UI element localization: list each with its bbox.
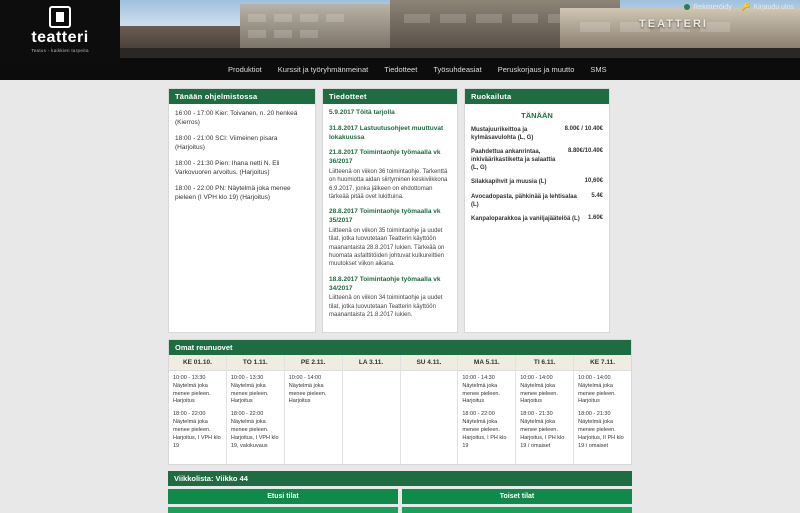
menu-row bbox=[471, 215, 603, 223]
menu-item-price: 8.80€/10.40€ bbox=[567, 148, 603, 155]
news-item-title: 31.8.2017 Lastuutusohjeet muuttuvat lokakuussa bbox=[329, 124, 444, 141]
day-column bbox=[574, 355, 631, 465]
venue-right-label[interactable]: Toiset tilat bbox=[402, 489, 632, 504]
hero-ground bbox=[0, 48, 800, 58]
news-item[interactable] bbox=[329, 276, 451, 320]
menu-item-label: Silakkapihvit ja muusia (L) bbox=[471, 179, 547, 186]
today-schedule-card bbox=[168, 88, 316, 333]
menu-item-price: 1.60€ bbox=[587, 214, 603, 221]
lunch-menu-subtitle: TÄNÄÄN bbox=[521, 111, 553, 120]
day-events bbox=[285, 371, 342, 457]
day-event[interactable]: 18:00 - 22:00 Näytelmä joka menee pieleen. Harjoitus, I PH klo 19 bbox=[462, 411, 507, 450]
menu-item-price: 10,60€ bbox=[584, 178, 603, 185]
menu-item-label: Avocadopasta, pähkinää ja lehtisalaa (L) bbox=[471, 193, 577, 208]
lunch-menu-card bbox=[464, 88, 610, 333]
day-column bbox=[458, 355, 516, 465]
news-item-title: 21.8.2017 Toimintaohje työmaalla vk 36/2017 bbox=[329, 149, 441, 166]
nav-item-tyosuhdeasiat[interactable]: Työsuhdeasiat bbox=[433, 64, 482, 74]
day-column bbox=[169, 355, 227, 465]
news-item-title: 28.8.2017 Toimintaohje työmaalla vk 35/2017 bbox=[329, 208, 441, 225]
schedule-line: 18:00 - 22:00 PN: Näytelmä joka menee pieleen (I VPH klo 19) (Harjoitus) bbox=[175, 184, 291, 201]
venue-left-label[interactable]: Etusi tilat bbox=[168, 489, 398, 504]
news-item-body: Liitteenä on viikon 34 toimintaohje ja uudet tilat, jotka luovutetaan Teatterin käyttöön maanantaista 21.8.2017 lukien. bbox=[329, 295, 443, 319]
day-events bbox=[227, 371, 284, 465]
nav-item-tiedotteet[interactable]: Tiedotteet bbox=[384, 64, 418, 74]
day-events bbox=[458, 371, 515, 465]
day-event[interactable]: 18:00 - 21:30 Näytelmä joka menee pieleen. Harjoitus, II PH klo 19 / omaiset bbox=[578, 411, 624, 450]
menu-row bbox=[471, 126, 603, 142]
logo-name: teatteri bbox=[31, 28, 89, 46]
nav-item-kurssit[interactable]: Kurssit ja työryhmänmeinat bbox=[277, 64, 369, 74]
news-card-body bbox=[323, 104, 457, 332]
menu-item-label: Mustajuurikeittoa ja kylmäsavulohta (L, G) bbox=[471, 127, 534, 142]
day-event[interactable]: 10:00 - 14:30 Näytelmä joka menee pieleen. Harjoitus bbox=[462, 374, 500, 405]
day-events bbox=[169, 371, 226, 465]
day-event[interactable]: 18:00 - 21:30 Näytelmä joka menee pieleen. Harjoitus, I PH klo 19 / omaiset bbox=[520, 411, 565, 450]
today-schedule-title: Tänään ohjelmistossa bbox=[169, 89, 315, 104]
theatre-mask-icon bbox=[49, 6, 71, 28]
news-item-title: 5.9.2017 Töitä tarjolla bbox=[329, 109, 395, 116]
news-card bbox=[322, 88, 458, 333]
day-event[interactable]: 10:00 - 14:00 Näytelmä joka menee pieleen. Harjoitus bbox=[288, 374, 327, 405]
day-header: PE 2.11. bbox=[285, 355, 342, 371]
day-event[interactable]: 10:00 - 13:30 Näytelmä joka menee pieleen. Harjoitus bbox=[173, 374, 211, 405]
nav-item-produktiot[interactable]: Produktiot bbox=[228, 64, 262, 74]
schedule-line: 16:00 - 17:00 Kier: Toivanen, n. 20 henkeä (Kierros) bbox=[175, 110, 298, 127]
day-event[interactable]: 10:00 - 14:00 Näytelmä joka menee pieleen. Harjoitus bbox=[520, 374, 558, 405]
week-calendar bbox=[168, 339, 632, 466]
lunch-menu-body bbox=[465, 104, 609, 234]
day-header: KE 01.10. bbox=[169, 355, 226, 371]
day-column bbox=[343, 355, 401, 465]
main-navigation bbox=[0, 58, 800, 80]
menu-item-price: 5.4€ bbox=[591, 192, 603, 199]
day-header: MA 5.11. bbox=[458, 355, 515, 371]
news-item[interactable] bbox=[329, 125, 451, 143]
menu-item-price: 8.00€ / 10.40€ bbox=[564, 126, 603, 132]
menu-item-label: Paahdettua ankanrintaa, inkiväärikastiketta ja salaattia (L, G) bbox=[471, 149, 556, 172]
day-header: TO 1.11. bbox=[227, 355, 284, 371]
day-header: TI 6.11. bbox=[516, 355, 573, 371]
news-item[interactable] bbox=[329, 149, 451, 201]
week-calendar-title: Omat reunuovet bbox=[169, 340, 631, 355]
hero-sign-text: TEATTERI bbox=[639, 18, 708, 30]
day-column bbox=[401, 355, 459, 465]
top-utility-bar bbox=[684, 3, 794, 11]
today-schedule-body bbox=[169, 104, 315, 213]
register-link-label: Rekisteröidy bbox=[693, 3, 732, 11]
news-item[interactable] bbox=[329, 109, 451, 118]
day-event[interactable]: 10:00 - 14:00 Näytelmä joka menee pieleen. Harjoitus bbox=[578, 374, 616, 405]
menu-row bbox=[471, 148, 603, 172]
menu-item-label: Kanpaloparakkoa ja vaniljajäätelöä (L) bbox=[471, 215, 580, 222]
schedule-line: 18:00 - 21:30 Pien: Ihana netti N. Eli Varkovuoren arvoitus. (Harjoitus) bbox=[175, 159, 280, 177]
news-item-body: Liitteenä on viikon 35 toimintaohje ja uudet tilat, jotka luovutetaan Teatterin käyttöön maanantaista 28.8.2017 lukien. Tärkeää on huomata asfalttitöiden johtuvat kulkureittien muutokset viikon aikana. bbox=[329, 227, 445, 268]
day-events bbox=[343, 371, 400, 457]
main-content bbox=[0, 80, 800, 513]
nav-item-sms[interactable]: SMS bbox=[590, 64, 607, 74]
key-icon: 🔑 bbox=[741, 4, 751, 11]
status-dot-icon bbox=[684, 4, 690, 10]
day-column bbox=[516, 355, 574, 465]
day-event[interactable]: 18:00 - 22:00 Näytelmä joka menee pieleen. Harjoitus, I VPH klo 19, valokuvaus bbox=[230, 411, 279, 450]
logout-link-label: Kirjaudu ulos bbox=[753, 3, 794, 11]
week-calendar-grid bbox=[169, 355, 631, 465]
day-column bbox=[227, 355, 285, 465]
logo-subtitle: Teatus - kaikkien tarpeita bbox=[31, 47, 89, 53]
nav-item-peruskorjaus[interactable]: Peruskorjaus ja muutto bbox=[497, 64, 575, 74]
day-column bbox=[285, 355, 343, 465]
logout-link[interactable] bbox=[742, 3, 794, 11]
venue-split-bar bbox=[168, 489, 632, 504]
menu-row bbox=[471, 193, 603, 209]
lunch-menu-title: Ruokailuta bbox=[465, 89, 609, 104]
schedule-line: 18:00 - 21:00 SCI: Viimeinen pisara (Harjoitus) bbox=[175, 134, 278, 152]
news-item-title: 18.8.2017 Toimintaohje työmaalla vk 34/2017 bbox=[329, 275, 441, 292]
news-item-body: Liitteenä on viikon 36 toimintaohje. Tarkenttä on huomiotta aidan siirtyminen keskiviikkona 6.9.2017, jonka jälkeen on ehdottoman tärkeää pitää ovet lukittuina. bbox=[329, 168, 448, 200]
day-event[interactable]: 10:00 - 13:30 Näytelmä joka menee pieleen. Harjoitus bbox=[230, 374, 269, 405]
hero-banner bbox=[0, 0, 800, 58]
day-header: SU 4.11. bbox=[401, 355, 458, 371]
venue-split-subbar bbox=[168, 507, 632, 513]
cards-row bbox=[168, 88, 632, 333]
day-events bbox=[574, 371, 631, 465]
venue-left-subbar bbox=[168, 507, 398, 513]
venue-right-subbar bbox=[402, 507, 632, 513]
day-event[interactable]: 18:00 - 22:00 Näytelmä joka menee pieleen. Harjoitus, I VPH klo 19 bbox=[173, 411, 221, 450]
register-link[interactable] bbox=[684, 4, 732, 11]
site-logo[interactable] bbox=[0, 0, 120, 58]
news-item[interactable] bbox=[329, 208, 451, 268]
news-card-title: Tiedotteet bbox=[323, 89, 457, 104]
day-events bbox=[401, 371, 458, 457]
menu-row bbox=[471, 178, 603, 186]
day-header: KE 7.11. bbox=[574, 355, 631, 371]
day-events bbox=[516, 371, 573, 465]
day-header: LA 3.11. bbox=[343, 355, 400, 371]
weeklist-title: Viikkolista: Viikko 44 bbox=[168, 471, 632, 486]
